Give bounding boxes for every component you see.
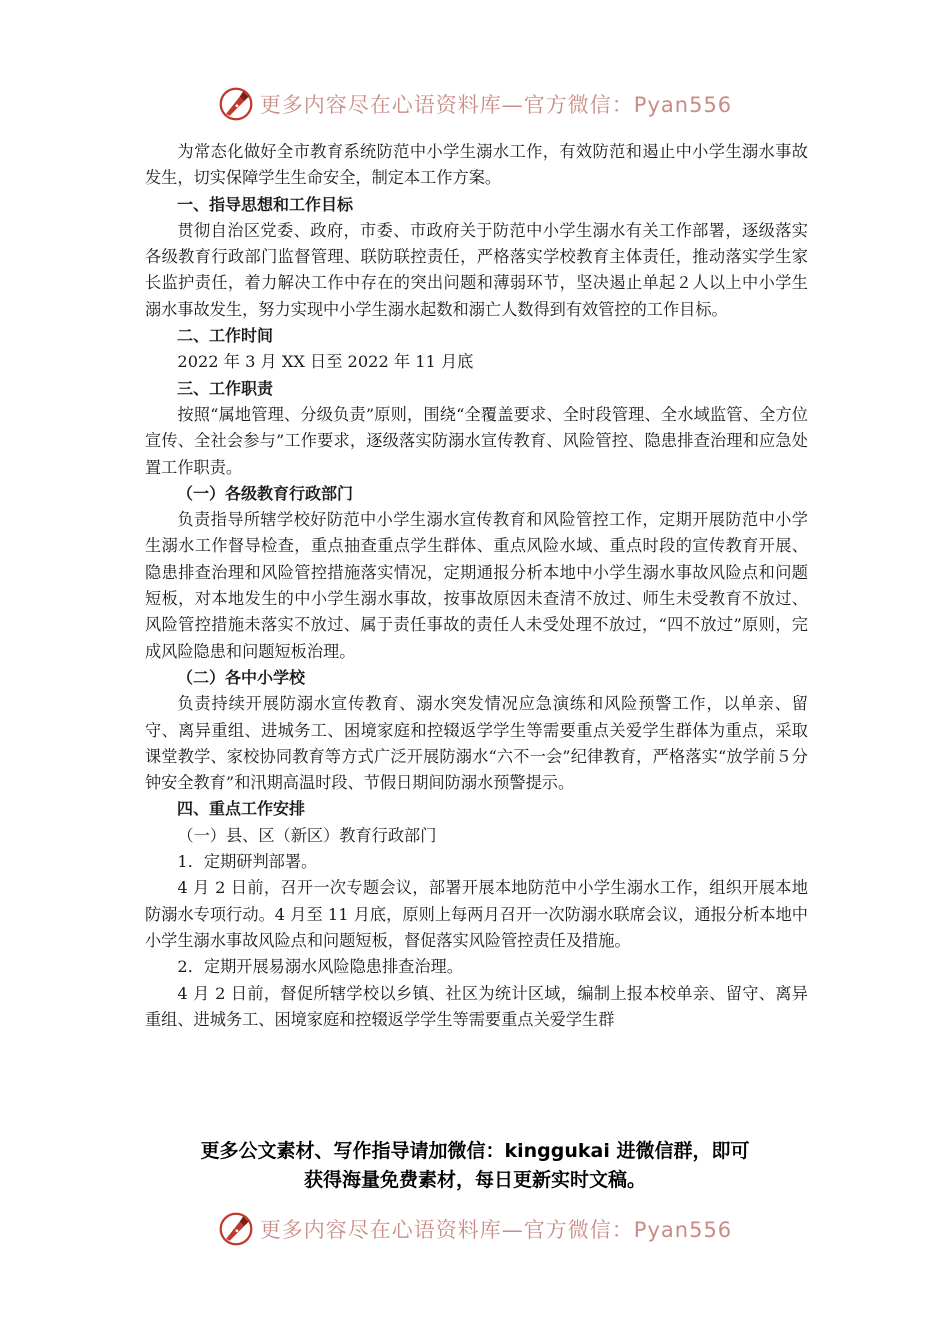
promo-notice — [100, 1137, 850, 1195]
subsection-heading-4-1: （一）县、区（新区）教育行政部门 — [177, 825, 437, 845]
section-heading-2: 二、工作时间 — [177, 326, 274, 346]
header-banner-text: 更多内容尽在心语资料库—官方微信：Pyan556 — [259, 93, 733, 117]
paragraph-3: 按照“属地管理、分级负责”原则，围绕“全覆盖要求、全时段管理、全水域监管、全方位宣传、全社会参与”工作要求，逐级落实防溺水宣传教育、风险管控、隐患排查治理和应急处置工作职责。 — [145, 404, 808, 477]
footer-banner-text: 更多内容尽在心语资料库—官方微信：Pyan556 — [259, 1218, 733, 1242]
list-item-2: 2．定期开展易溺水风险隐患排查治理。 — [177, 957, 463, 977]
footer-banner — [0, 1207, 950, 1251]
pen-nib-logo-icon — [218, 1211, 254, 1247]
paragraph-1: 贯彻自治区党委、政府，市委、市政府关于防范中小学生溺水有关工作部署，逐级落实各级教育行政部门监督管理、联防联控责任，严格落实学校教育主体责任，推动落实学生家长监护责任，着力解决工作中存在的突出问题和薄弱环节，坚决遏止单起２人以上中小学生溺水事故发生，努力实现中小学生溺水起数和溺亡人数得到有效管控的工作目标。 — [145, 220, 808, 319]
pen-nib-logo-icon — [218, 86, 254, 122]
section-heading-4: 四、重点工作安排 — [177, 799, 306, 819]
document-body — [145, 139, 808, 1033]
paragraph-4-1: 4 月 2 日前，召开一次专题会议，部署开展本地防范中小学生溺水工作，组织开展本地防溺水专项行动。4 月至 11 月底，原则上每两月召开一次防溺水联席会议，通报分析本地中小学生溺水事故风险点和问题短板，督促落实风险管控责任及措施。 — [145, 878, 808, 950]
subsection-heading-3-2: （二）各中小学校 — [177, 667, 306, 687]
paragraph-4-2: 4 月 2 日前，督促所辖学校以乡镇、社区为统计区域，编制上报本校单亲、留守、离异重组、进城务工、困境家庭和控辍返学学生等需要重点关爱学生群 — [145, 983, 808, 1029]
promo-line-2: 获得海量免费素材，每日更新实时文稿。 — [303, 1169, 646, 1191]
paragraph-3-2: 负责持续开展防溺水宣传教育、溺水突发情况应急演练和风险预警工作，以单亲、留守、离异重组、进城务工、困境家庭和控辍返学学生等需要重点关爱学生群体为重点，采取课堂教学、家校协同教育等方式广泛开展防溺水“六不一会”纪律教育，严格落实“放学前５分钟安全教育”和汛期高温时段、节假日期间防溺水预警提示。 — [145, 694, 808, 793]
paragraph-2: 2022 年 3 月 XX 日至 2022 年 11 月底 — [177, 352, 474, 372]
promo-line-1: 更多公文素材、写作指导请加微信：kinggukai 进微信群，即可 — [200, 1140, 750, 1162]
section-heading-3: 三、工作职责 — [177, 378, 274, 398]
header-banner — [0, 82, 950, 126]
section-heading-1: 一、指导思想和工作目标 — [177, 194, 354, 214]
paragraph-3-1: 负责指导所辖学校好防范中小学生溺水宣传教育和风险管控工作，定期开展防范中小学生溺水工作督导检查，重点抽查重点学生群体、重点风险水域、重点时段的宣传教育开展、隐患排查治理和风险管控措施落实情况，定期通报分析本地中小学生溺水事故风险点和问题短板，对本地发生的中小学生溺水事故，按事故原因未查清不放过、师生未受教育不放过、风险管控措施未落实不放过、属于责任事故的责任人未受处理不放过，“四不放过”原则，完成风险隐患和问题短板治理。 — [145, 510, 808, 661]
subsection-heading-3-1: （一）各级教育行政部门 — [177, 483, 354, 503]
intro-paragraph: 为常态化做好全市教育系统防范中小学生溺水工作，有效防范和遏止中小学生溺水事故发生，切实保障学生生命安全，制定本工作方案。 — [145, 142, 808, 188]
list-item-1: 1．定期研判部署。 — [177, 852, 318, 872]
